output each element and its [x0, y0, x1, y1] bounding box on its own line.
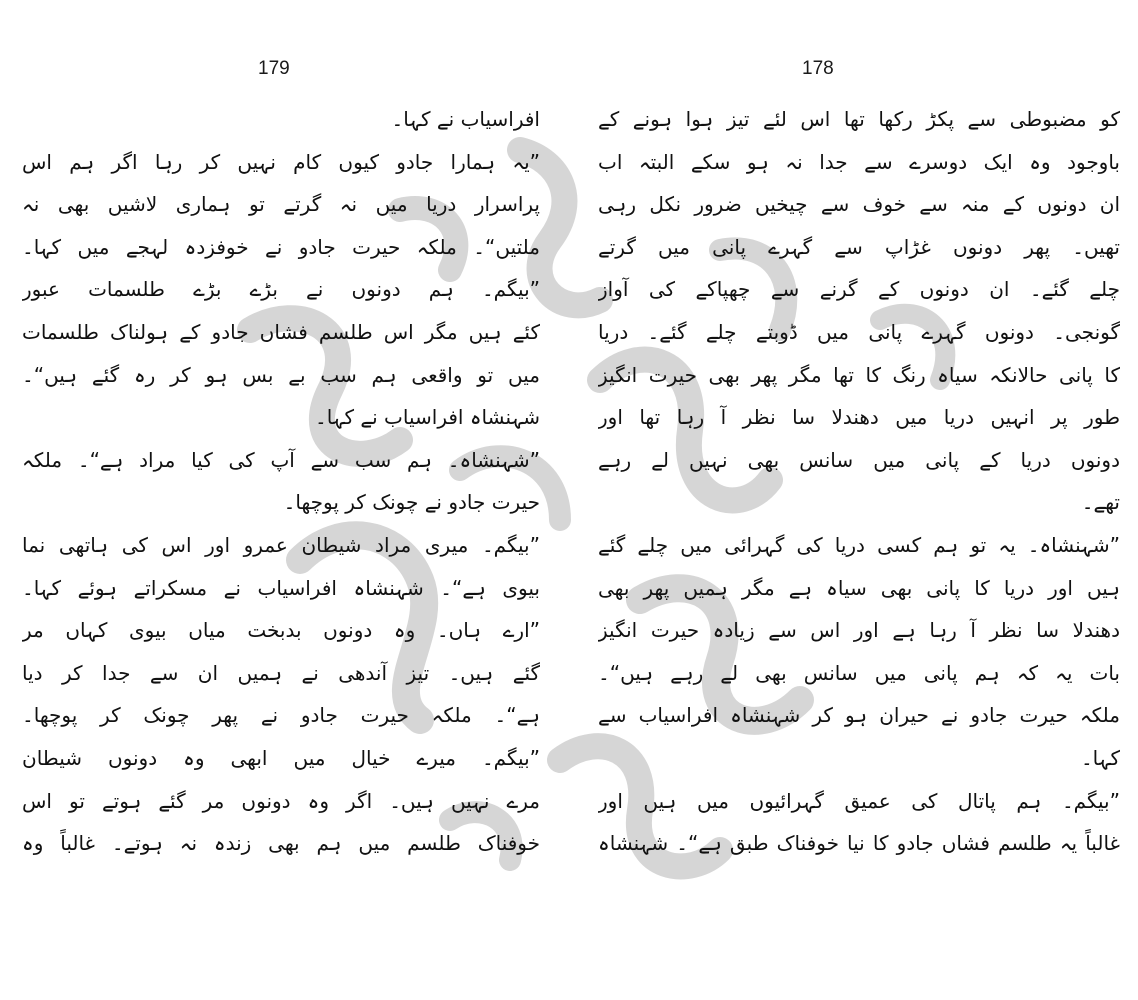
page-number-right: 178 [802, 58, 834, 79]
text-line: دھندلا سا نظر آ رہا ہے اور اس سے زیادہ حیرت انگیز [598, 618, 1120, 643]
left-page-text [22, 98, 540, 865]
text-line: ملتیں“۔ ملکہ حیرت جادو نے خوفزدہ لہجے میں کہا۔ [22, 234, 540, 259]
text-line: باوجود وہ ایک دوسرے سے جدا نہ ہو سکے البتہ اب [598, 149, 1120, 174]
text-line: تھیں۔ پھر دونوں غڑاپ سے گہرے پانی میں گرتے [598, 234, 1120, 259]
text-line: ہے“۔ ملکہ حیرت جادو نے پھر چونک کر پوچھا۔ [22, 703, 540, 728]
text-line: ”بیگم۔ ہم دونوں نے بڑے بڑے طلسمات عبور [22, 277, 540, 302]
text-line: ”شہنشاہ۔ یہ تو ہم کسی دریا کی گہرائی میں چلے گئے [598, 532, 1120, 557]
text-line: دونوں دریا کے پانی میں سانس بھی نہیں لے رہے [598, 447, 1120, 472]
text-line: ان دونوں کے منہ سے خوف سے چیخیں ضرور نکل رہی [598, 192, 1120, 217]
text-line: ملکہ حیرت جادو نے حیران ہو کر شہنشاہ افراسیاب سے [598, 703, 1120, 728]
text-line: پراسرار دریا میں نہ گرتے تو ہماری لاشیں بھی نہ [22, 192, 540, 217]
text-line: ”بیگم۔ میرے خیال میں ابھی وہ دونوں شیطان [22, 745, 540, 770]
text-line: بات یہ کہ ہم پانی میں سانس بھی لے رہے ہیں“۔ [598, 660, 1120, 685]
right-page-text [598, 98, 1120, 865]
text-line: کا پانی حالانکہ سیاہ رنگ کا تھا مگر پھر بھی حیرت انگیز [598, 362, 1120, 387]
text-line: غالباً یہ طلسم فشاں جادو کا نیا خوفناک طبق ہے“۔ شہنشاہ [598, 831, 1120, 856]
text-line: ”شہنشاہ۔ ہم سب سے آپ کی کیا مراد ہے“۔ ملکہ [22, 447, 540, 472]
text-line: گئے ہیں۔ تیز آندھی نے ہمیں ان سے جدا کر دیا [22, 660, 540, 685]
text-line: کہا۔ [1080, 745, 1120, 770]
right-page [572, 0, 1138, 1000]
text-line: تھے۔ [1081, 490, 1120, 515]
text-line: ”بیگم۔ ہم پاتال کی عمیق گہرائیوں میں ہیں اور [598, 788, 1120, 813]
left-page [0, 0, 560, 1000]
text-line: بیوی ہے“۔ شہنشاہ افراسیاب نے مسکراتے ہوئے کہا۔ [22, 575, 540, 600]
text-line: طور پر انہیں دریا میں دھندلا سا نظر آ رہا تھا اور [598, 405, 1120, 430]
text-line: میں تو واقعی ہم سب بے بس ہو کر رہ گئے ہیں“۔ [22, 362, 540, 387]
text-line: افراسیاب نے کہا۔ [391, 107, 540, 131]
text-line: چلے گئے۔ ان دونوں کے گرنے سے چھپاکے کی آواز [598, 277, 1120, 302]
text-line: گونجی۔ دونوں گہرے پانی میں ڈوبتے چلے گئے۔ دریا [598, 319, 1120, 344]
text-line: حیرت جادو نے چونک کر پوچھا۔ [283, 490, 540, 515]
text-line: شہنشاہ افراسیاب نے کہا۔ [315, 405, 540, 430]
text-line: خوفناک طلسم میں ہم بھی زندہ نہ ہوتے۔ غالباً وہ [22, 831, 540, 856]
text-line: ”بیگم۔ میری مراد شیطان عمرو اور اس کی ہاتھی نما [22, 532, 540, 557]
text-line: ”یہ ہمارا جادو کیوں کام نہیں کر رہا اگر ہم اس [22, 149, 540, 174]
text-line: کو مضبوطی سے پکڑ رکھا تھا اس لئے تیز ہوا ہونے کے [598, 107, 1120, 131]
text-line: کئے ہیں مگر اس طلسم فشاں جادو کے ہولناک طلسمات [22, 319, 540, 344]
text-line: ہیں اور دریا کا پانی بھی سیاہ ہے مگر ہمیں پھر بھی [598, 575, 1120, 600]
page-number-left: 179 [258, 58, 290, 79]
text-line: مرے نہیں ہیں۔ اگر وہ دونوں مر گئے ہوتے تو اس [22, 788, 540, 813]
text-line: ”ارے ہاں۔ وہ دونوں بدبخت میاں بیوی کہاں مر [22, 618, 540, 643]
